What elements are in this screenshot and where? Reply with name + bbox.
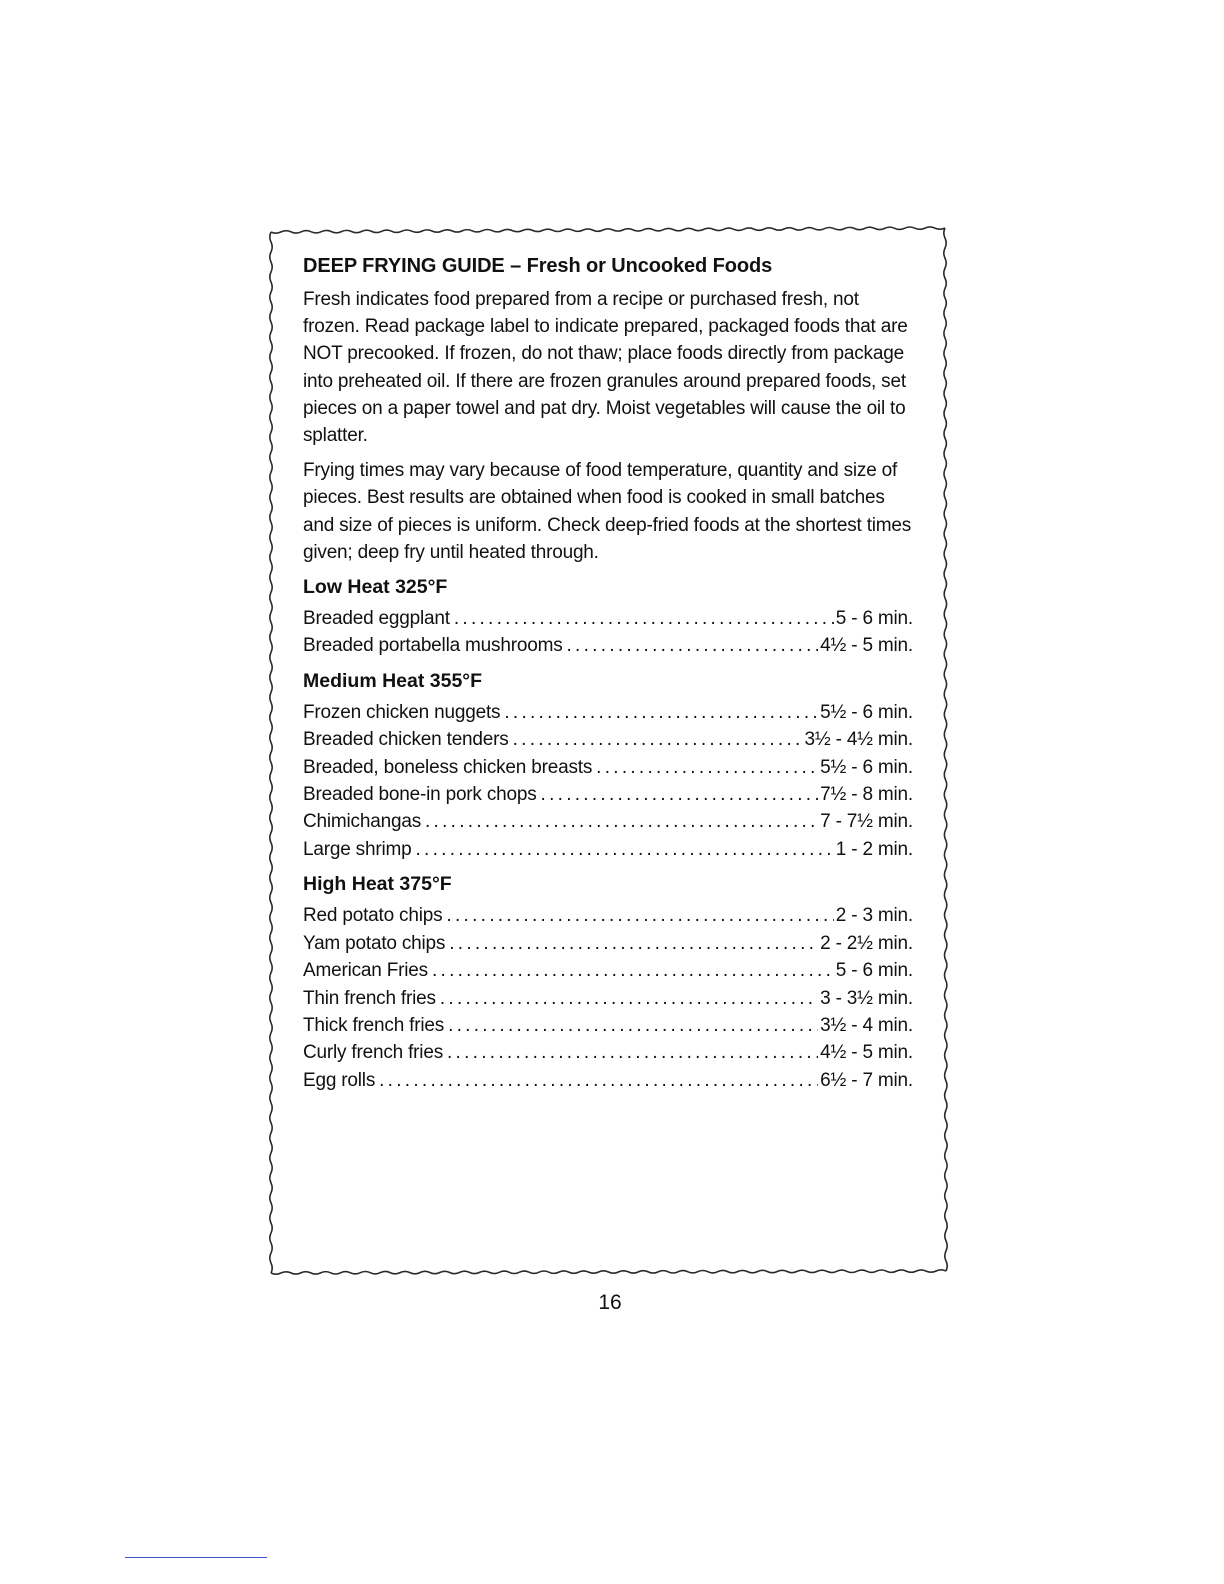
list-item <box>303 754 913 781</box>
fry-time: 2 - 3 min. <box>835 905 913 927</box>
list-item <box>303 957 913 984</box>
fry-time: 4½ - 5 min. <box>820 1042 913 1064</box>
fry-time: 1 - 2 min. <box>835 838 913 860</box>
fry-time: 4½ - 5 min. <box>820 635 913 657</box>
list-item <box>303 808 913 835</box>
dot-leader <box>446 902 833 929</box>
fry-time: 5 - 6 min. <box>835 608 913 630</box>
frame-left-edge <box>270 232 272 1273</box>
food-name: Egg rolls <box>303 1069 376 1091</box>
dot-leader <box>448 1012 818 1039</box>
dot-leader <box>440 985 818 1012</box>
high-heat-heading: High Heat 375°F <box>303 873 452 896</box>
food-name: Breaded eggplant <box>303 608 450 630</box>
fry-time: 6½ - 7 min. <box>820 1069 913 1091</box>
dot-leader <box>513 726 803 753</box>
list-item <box>303 781 913 808</box>
footer-rule <box>125 1557 267 1558</box>
dot-leader <box>449 930 818 957</box>
food-name: Breaded, boneless chicken breasts <box>303 756 593 778</box>
list-item <box>303 1067 913 1094</box>
dot-leader <box>415 836 833 863</box>
food-name: American Fries <box>303 960 428 982</box>
food-name: Large shrimp <box>303 838 412 860</box>
food-name: Breaded bone-in pork chops <box>303 784 537 806</box>
medium-heat-heading: Medium Heat 355°F <box>303 669 483 692</box>
dot-leader <box>541 781 819 808</box>
fry-time: 7 - 7½ min. <box>820 811 913 833</box>
fry-time: 2 - 2½ min. <box>820 932 913 954</box>
list-item <box>303 632 913 659</box>
food-name: Frozen chicken nuggets <box>303 701 501 723</box>
list-item <box>303 726 913 753</box>
guide-title: DEEP FRYING GUIDE – Fresh or Uncooked Foods <box>303 255 773 277</box>
food-name: Breaded portabella mushrooms <box>303 635 563 657</box>
fry-time: 3 - 3½ min. <box>820 987 913 1009</box>
fry-time: 5 - 6 min. <box>835 960 913 982</box>
frame-top-edge <box>271 227 945 233</box>
frame-right-edge <box>944 228 947 1271</box>
list-item <box>303 902 913 929</box>
dot-leader <box>432 957 834 984</box>
fry-time: 7½ - 8 min. <box>820 784 913 806</box>
intro-paragraph-fresh: Fresh indicates food prepared from a recipe or purchased fresh, not frozen. Read package label to indicate prepared, packaged foods that are NOT precooked. If frozen, do not thaw; place foods directly from package into preheated oil. If there are frozen granules around prepared foods, set pieces on a paper towel and pat dry. Moist vegetables will cause the oil to splatter. <box>303 289 908 447</box>
food-name: Thin french fries <box>303 987 436 1009</box>
dot-leader <box>596 754 818 781</box>
list-item <box>303 985 913 1012</box>
list-item <box>303 605 913 632</box>
intro-paragraph-times: Frying times may vary because of food temperature, quantity and size of pieces. Best results are obtained when food is cooked in small batches and size of pieces is uniform. Check deep-fried foods at the shortest times given; deep fry until heated through. <box>303 460 912 563</box>
food-name: Red potato chips <box>303 905 443 927</box>
dot-leader <box>504 699 818 726</box>
dot-leader <box>425 808 818 835</box>
low-heat-list <box>303 605 913 660</box>
page-number: 16 <box>598 1291 622 1314</box>
dot-leader <box>567 632 819 659</box>
medium-heat-list <box>303 699 913 863</box>
dot-leader <box>454 605 834 632</box>
list-item <box>303 836 913 863</box>
dot-leader <box>379 1067 818 1094</box>
food-name: Curly french fries <box>303 1042 443 1064</box>
food-name: Yam potato chips <box>303 932 446 954</box>
fry-time: 5½ - 6 min. <box>820 701 913 723</box>
frame-bottom-edge <box>271 1270 946 1274</box>
dot-leader <box>447 1039 818 1066</box>
fry-time: 3½ - 4 min. <box>820 1014 913 1036</box>
guide-box <box>303 252 913 1102</box>
food-name: Thick french fries <box>303 1014 445 1036</box>
food-name: Breaded chicken tenders <box>303 729 509 751</box>
list-item <box>303 699 913 726</box>
list-item <box>303 1039 913 1066</box>
fry-time: 3½ - 4½ min. <box>804 729 913 751</box>
low-heat-heading: Low Heat 325°F <box>303 576 448 599</box>
list-item <box>303 1012 913 1039</box>
fry-time: 5½ - 6 min. <box>820 756 913 778</box>
list-item <box>303 930 913 957</box>
high-heat-list <box>303 902 913 1094</box>
food-name: Chimichangas <box>303 811 421 833</box>
